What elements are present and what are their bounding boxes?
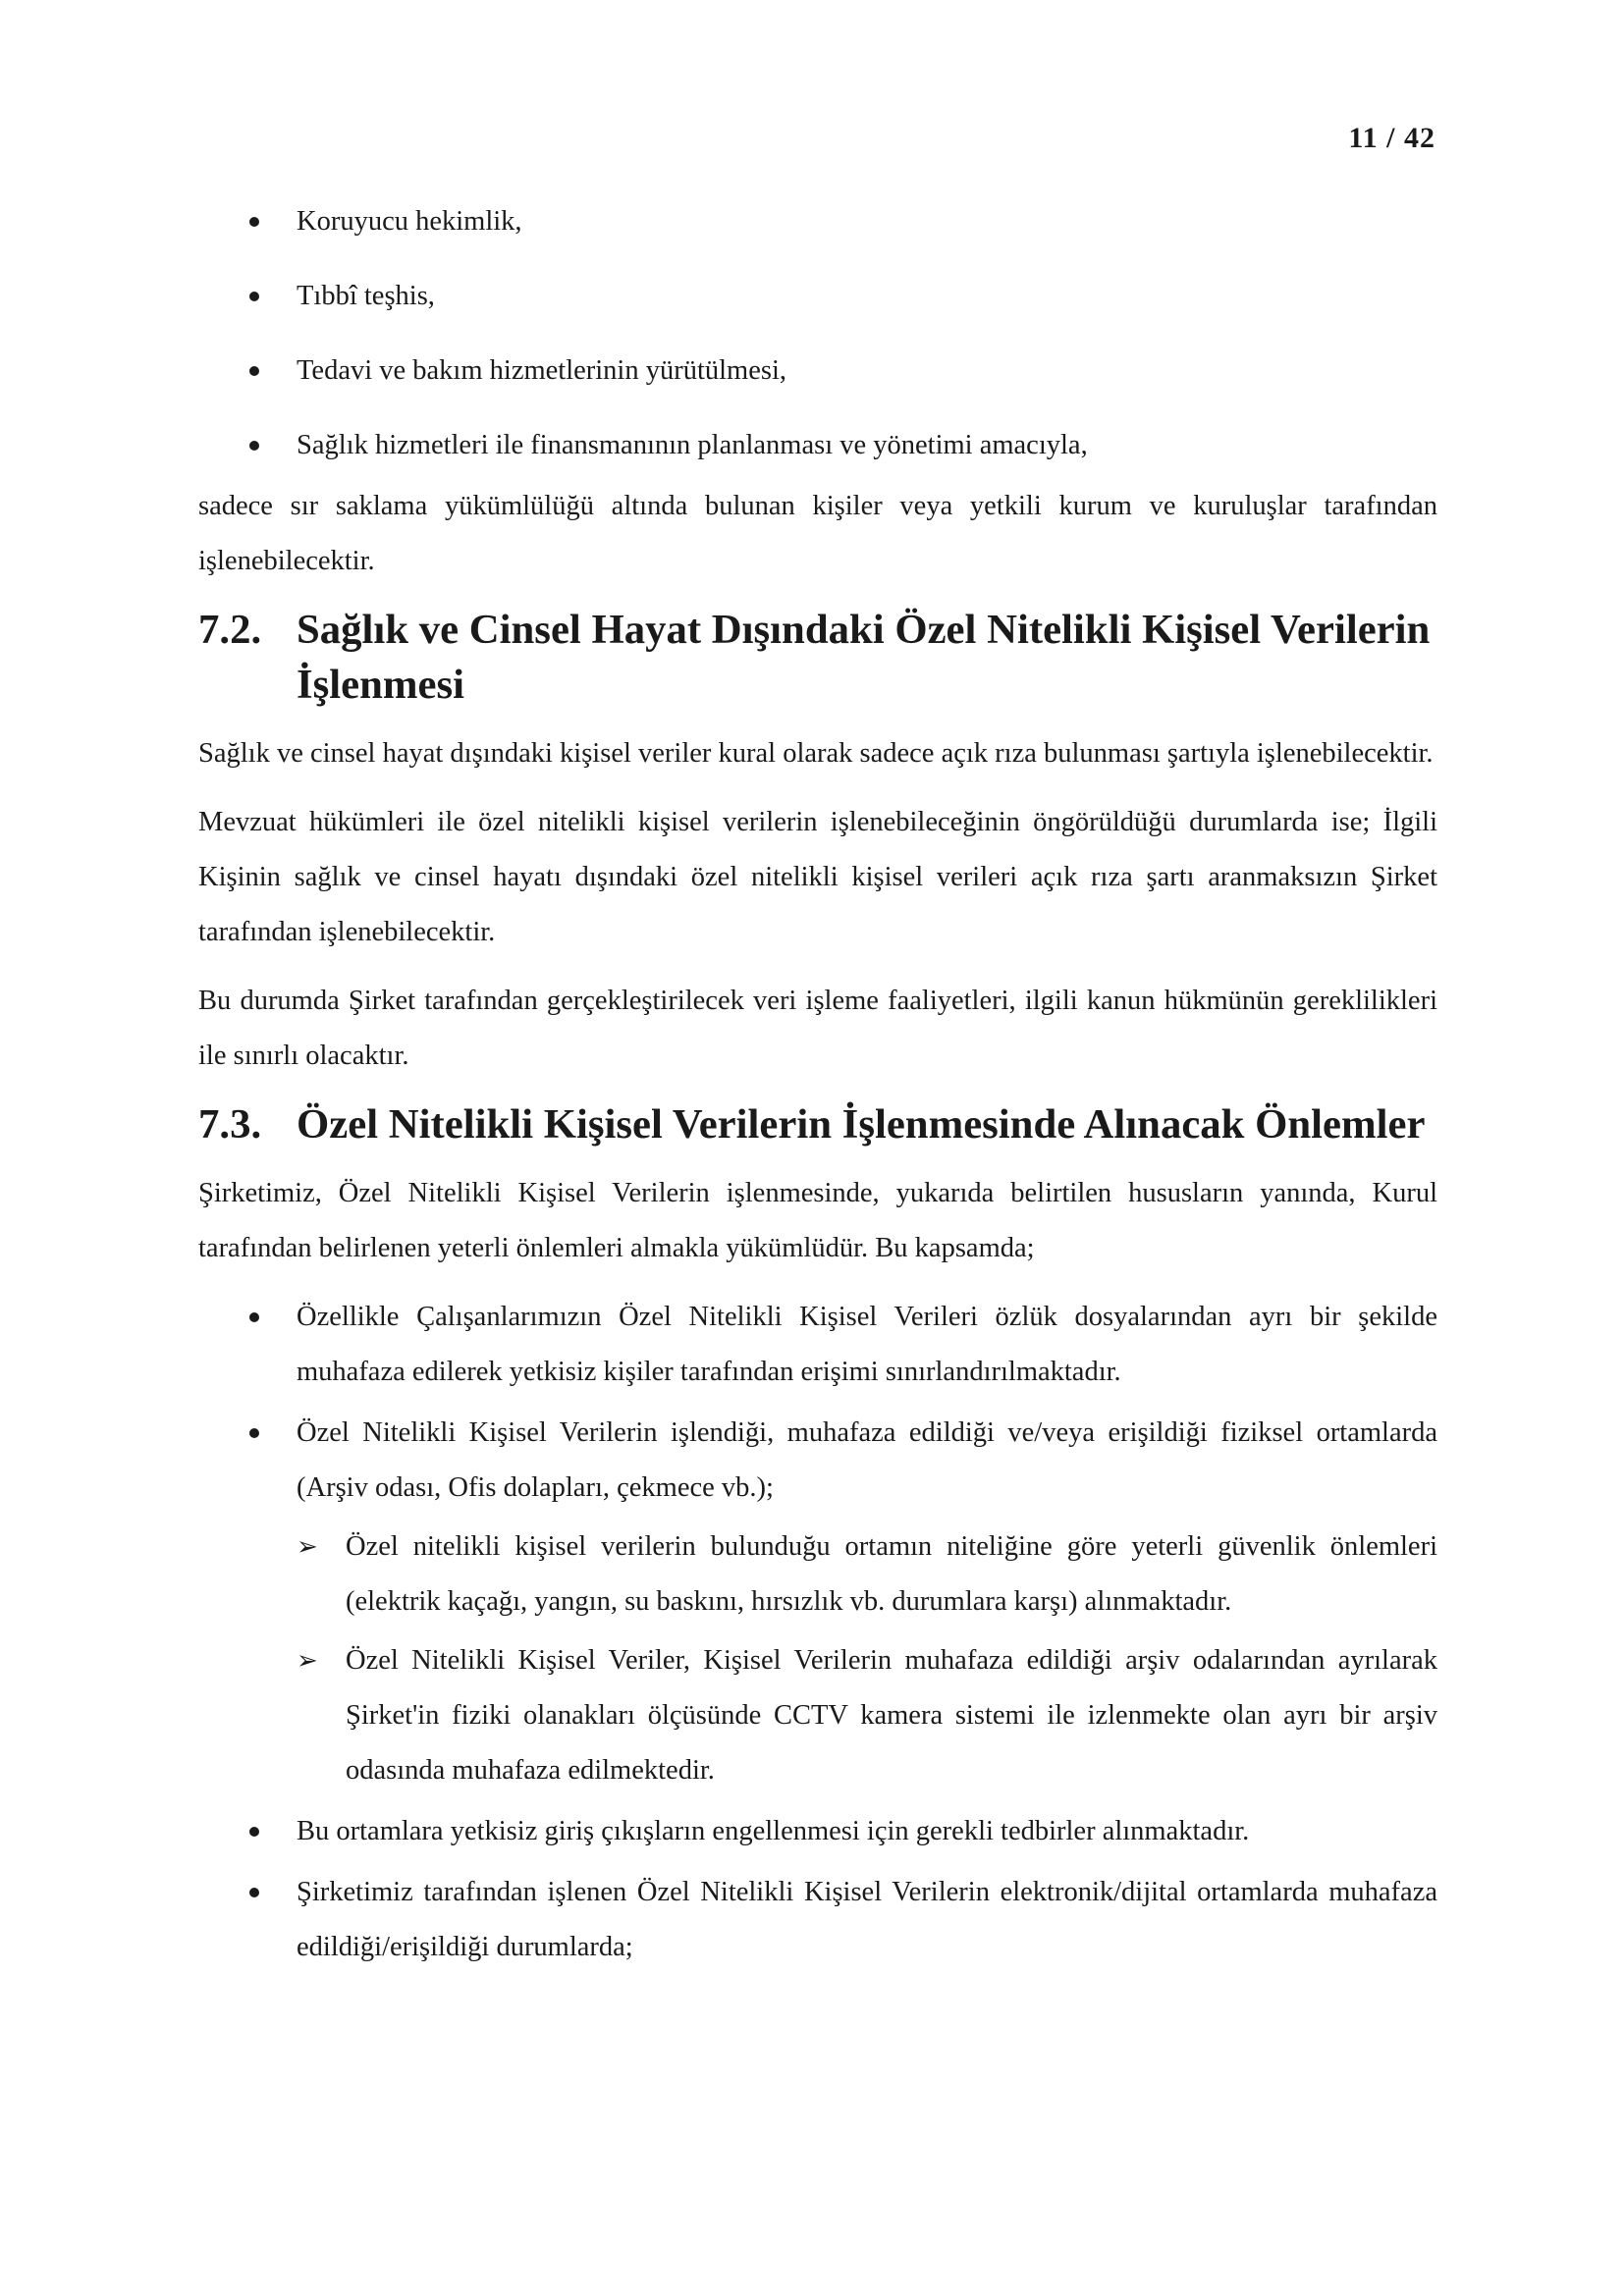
paragraph: Sağlık ve cinsel hayat dışındaki kişisel veriler kural olarak sadece açık rıza bulunması şartıyla işlenebilecektir.	[198, 738, 1434, 769]
paragraph: Mevzuat hükümleri ile özel nitelikli kişisel verilerin işlenebileceğinin öngörüldüğü durumlarda ise; İlgili Kişinin sağlık ve cinsel hayatı dışındaki özel nitelikli kişisel verileri açık rıza şartı aranmaksızın Şirket tarafından işlenebilecektir.	[198, 807, 1437, 947]
section-title: Sağlık ve Cinsel Hayat Dışındaki Özel Nitelikli Kişisel Verilerin İşlenmesi	[297, 607, 1431, 708]
paragraph: Bu durumda Şirket tarafından gerçekleştirilecek veri işleme faaliyetleri, ilgili kanun hükmünün gereklilikleri ile sınırlı olacaktır.	[198, 986, 1437, 1071]
section-number: 7.2.	[198, 607, 262, 653]
list-item-text: Bu ortamlara yetkisiz giriş çıkışların engellenmesi için gerekli tedbirler alınmaktadır.	[297, 1816, 1250, 1846]
section-number: 7.3.	[198, 1101, 262, 1148]
sub-list-item	[297, 1633, 1437, 1798]
list-item	[198, 269, 1437, 324]
list-item	[198, 418, 1437, 473]
arrow-bullet-icon: ➢	[297, 1532, 318, 1561]
bullet-icon	[249, 1827, 259, 1837]
intro-bullet-list	[198, 194, 1437, 473]
bullet-icon	[249, 1312, 259, 1322]
list-item-text: Sağlık hizmetleri ile finansmanının planlanması ve yönetimi amacıyla,	[297, 430, 1088, 460]
sub-bullet-list	[297, 1520, 1437, 1798]
list-item-text: Özellikle Çalışanlarımızın Özel Nitelikli Kişisel Verileri özlük dosyalarından ayrı bir şekilde muhafaza edilerek yetkisiz kişiler tarafından erişimi sınırlandırılmaktadır.	[297, 1302, 1437, 1387]
list-item-text: Şirketimiz tarafından işlenen Özel Nitelikli Kişisel Verilerin elektronik/dijital ortamlarda muhafaza edildiği/erişildiği durumlarda;	[297, 1877, 1437, 1962]
list-item	[198, 1290, 1437, 1400]
list-item-text: Tıbbî teşhis,	[297, 281, 435, 311]
section-heading-7-2	[198, 603, 1437, 713]
sub-list-item	[297, 1520, 1437, 1629]
bullet-icon	[249, 1428, 259, 1438]
page-content	[198, 194, 1437, 1975]
list-item	[198, 1804, 1437, 1859]
list-item	[198, 1406, 1437, 1798]
list-item	[198, 1865, 1437, 1975]
sub-list-item-text: Özel nitelikli kişisel verilerin bulunduğu ortamın niteliğine göre yeterli güvenlik önlemleri (elektrik kaçağı, yangın, su baskını, hırsızlık vb. durumlara karşı) alınmaktadır.	[346, 1531, 1437, 1617]
section-heading-7-3	[198, 1097, 1437, 1152]
bullet-icon	[249, 217, 259, 227]
bullet-icon	[249, 366, 259, 376]
arrow-bullet-icon: ➢	[297, 1646, 318, 1675]
bullet-icon	[249, 441, 259, 451]
paragraph: Şirketimiz, Özel Nitelikli Kişisel Verilerin işlenmesinde, yukarıda belirtilen hususların yanında, Kurul tarafından belirlenen yeterli önlemleri almakla yükümlüdür. Bu kapsamda;	[198, 1178, 1437, 1263]
list-item	[198, 344, 1437, 399]
section-title: Özel Nitelikli Kişisel Verilerin İşlenmesinde Alınacak Önlemler	[297, 1101, 1426, 1148]
measures-bullet-list	[198, 1290, 1437, 1975]
bullet-icon	[249, 292, 259, 301]
page-number: 11 / 42	[1348, 122, 1435, 154]
list-item-text: Tedavi ve bakım hizmetlerinin yürütülmesi,	[297, 355, 787, 386]
list-item-text: Koruyucu hekimlik,	[297, 206, 522, 237]
list-item	[198, 194, 1437, 249]
sub-list-item-text: Özel Nitelikli Kişisel Veriler, Kişisel Verilerin muhafaza edildiği arşiv odalarından ayrılarak Şirket'in fiziki olanakları ölçüsünde CCTV kamera sistemi ile izlenmekte olan ayrı bir arşiv odasında muhafaza edilmektedir.	[346, 1645, 1437, 1786]
list-item-text: Özel Nitelikli Kişisel Verilerin işlendiği, muhafaza edildiği ve/veya erişildiği fiziksel ortamlarda (Arşiv odası, Ofis dolapları, çekmece vb.);	[297, 1417, 1437, 1503]
intro-paragraph: sadece sır saklama yükümlülüğü altında bulunan kişiler veya yetkili kurum ve kuruluşlar tarafından işlenebilecektir.	[198, 491, 1437, 576]
bullet-icon	[249, 1888, 259, 1897]
